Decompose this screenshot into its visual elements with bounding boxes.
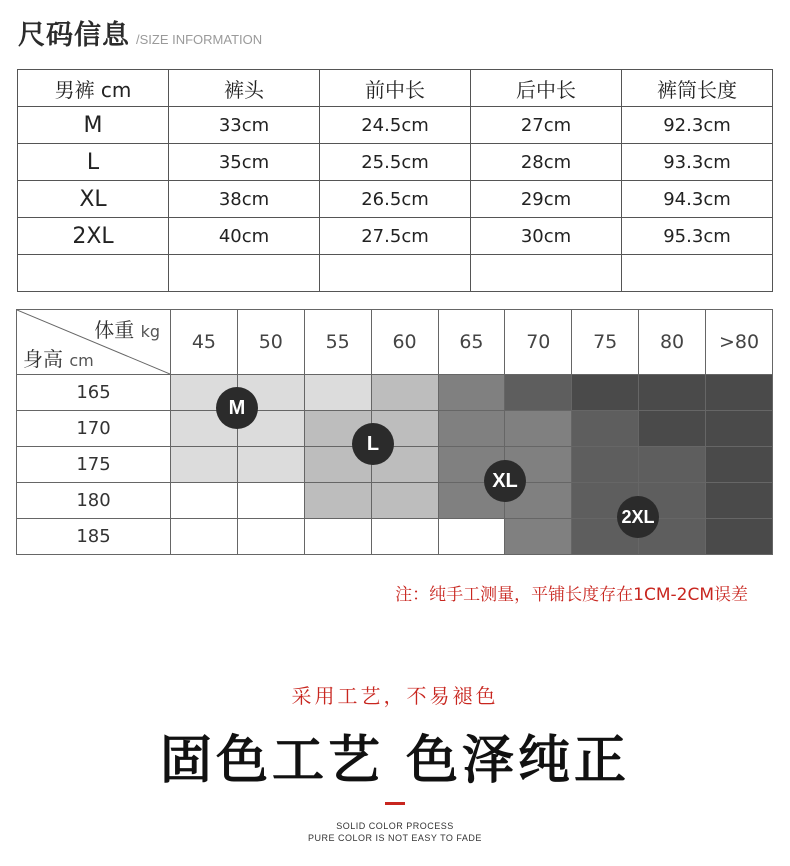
fit-cell — [706, 375, 773, 411]
height-header: 175 — [17, 447, 171, 483]
col-header-front-rise: 前中长 — [320, 70, 471, 107]
fit-row — [17, 447, 773, 483]
weight-header: 70 — [505, 310, 572, 375]
height-header: 180 — [17, 483, 171, 519]
fit-cell — [572, 411, 639, 447]
fit-cell — [438, 375, 505, 411]
fit-cell — [639, 375, 706, 411]
col-header-back-rise: 后中长 — [471, 70, 622, 107]
craft-en-line-1: SOLID COLOR PROCESS — [336, 821, 454, 831]
back-rise-cell: 30cm — [471, 218, 622, 255]
weight-header: 55 — [304, 310, 371, 375]
front-rise-cell: 24.5cm — [320, 107, 471, 144]
fit-cell — [171, 483, 238, 519]
waist-cell: 38cm — [169, 181, 320, 218]
waist-cell — [169, 255, 320, 292]
front-rise-cell: 27.5cm — [320, 218, 471, 255]
section-subtitle: /SIZE INFORMATION — [136, 32, 263, 47]
size-cell — [18, 255, 169, 292]
leg-length-cell: 93.3cm — [622, 144, 773, 181]
weight-header: >80 — [706, 310, 773, 375]
back-rise-cell: 28cm — [471, 144, 622, 181]
fit-row — [17, 483, 773, 519]
table-row — [18, 181, 773, 218]
leg-length-cell — [622, 255, 773, 292]
corner-cell — [17, 310, 171, 375]
fit-cell — [371, 519, 438, 555]
fit-cell — [237, 519, 304, 555]
col-header-leg-length: 裤筒长度 — [622, 70, 773, 107]
weight-label: 体重 — [94, 318, 135, 342]
fit-cell — [237, 447, 304, 483]
section-header — [18, 18, 262, 54]
height-unit: cm — [69, 351, 94, 370]
weight-header: 50 — [237, 310, 304, 375]
size-badge-l: L — [352, 423, 394, 465]
craft-subtitle: 采用工艺，不易褪色 — [291, 684, 499, 708]
table-row — [18, 144, 773, 181]
fit-cell — [371, 483, 438, 519]
fit-cell — [505, 411, 572, 447]
fit-cell — [572, 375, 639, 411]
size-table-header — [18, 70, 773, 107]
waist-cell: 40cm — [169, 218, 320, 255]
fit-cell — [639, 411, 706, 447]
size-badge-m: M — [216, 387, 258, 429]
fit-cell — [304, 483, 371, 519]
size-cell: 2XL — [18, 218, 169, 255]
table-row — [18, 107, 773, 144]
fit-cell — [171, 447, 238, 483]
front-rise-cell — [320, 255, 471, 292]
size-cell: M — [18, 107, 169, 144]
height-header: 185 — [17, 519, 171, 555]
table-row — [18, 255, 773, 292]
fit-chart-header — [17, 310, 773, 375]
measurement-note: 注：纯手工测量，平铺长度存在1CM-2CM误差 — [395, 585, 748, 605]
fit-cell — [304, 375, 371, 411]
size-badge-xl: XL — [484, 460, 526, 502]
weight-header: 75 — [572, 310, 639, 375]
fit-cell — [505, 375, 572, 411]
fit-cell — [572, 447, 639, 483]
fit-cell — [706, 411, 773, 447]
front-rise-cell: 26.5cm — [320, 181, 471, 218]
fit-cell — [371, 375, 438, 411]
size-cell: L — [18, 144, 169, 181]
fit-row — [17, 375, 773, 411]
fit-row — [17, 519, 773, 555]
fit-cell — [171, 519, 238, 555]
leg-length-cell: 95.3cm — [622, 218, 773, 255]
fit-cell — [304, 519, 371, 555]
weight-header: 80 — [639, 310, 706, 375]
leg-length-cell: 92.3cm — [622, 107, 773, 144]
section-title: 尺码信息 — [18, 20, 130, 51]
front-rise-cell: 25.5cm — [320, 144, 471, 181]
height-header: 170 — [17, 411, 171, 447]
col-header-size: 男裤 cm — [18, 70, 169, 107]
height-axis-label — [23, 343, 94, 372]
weight-header: 65 — [438, 310, 505, 375]
accent-divider — [385, 802, 405, 805]
weight-header: 45 — [171, 310, 238, 375]
fit-cell — [706, 447, 773, 483]
back-rise-cell — [471, 255, 622, 292]
height-label: 身高 — [23, 347, 63, 371]
back-rise-cell: 29cm — [471, 181, 622, 218]
fit-cell — [237, 483, 304, 519]
fit-cell — [706, 519, 773, 555]
fit-chart-table — [16, 309, 773, 555]
waist-cell: 33cm — [169, 107, 320, 144]
size-table — [17, 69, 773, 292]
weight-header: 60 — [371, 310, 438, 375]
table-row — [18, 218, 773, 255]
craft-en-line-2: PURE COLOR IS NOT EASY TO FADE — [308, 833, 482, 843]
weight-unit: kg — [140, 322, 160, 341]
fit-row — [17, 411, 773, 447]
waist-cell: 35cm — [169, 144, 320, 181]
size-badge-2xl: 2XL — [617, 496, 659, 538]
height-header: 165 — [17, 375, 171, 411]
fit-cell — [438, 519, 505, 555]
craft-title: 固色工艺 色泽纯正 — [159, 731, 631, 791]
fit-cell — [639, 447, 706, 483]
size-cell: XL — [18, 181, 169, 218]
fit-cell — [706, 483, 773, 519]
weight-axis-label — [94, 314, 160, 343]
leg-length-cell: 94.3cm — [622, 181, 773, 218]
back-rise-cell: 27cm — [471, 107, 622, 144]
col-header-waist: 裤头 — [169, 70, 320, 107]
fit-cell — [438, 411, 505, 447]
fit-cell — [505, 519, 572, 555]
